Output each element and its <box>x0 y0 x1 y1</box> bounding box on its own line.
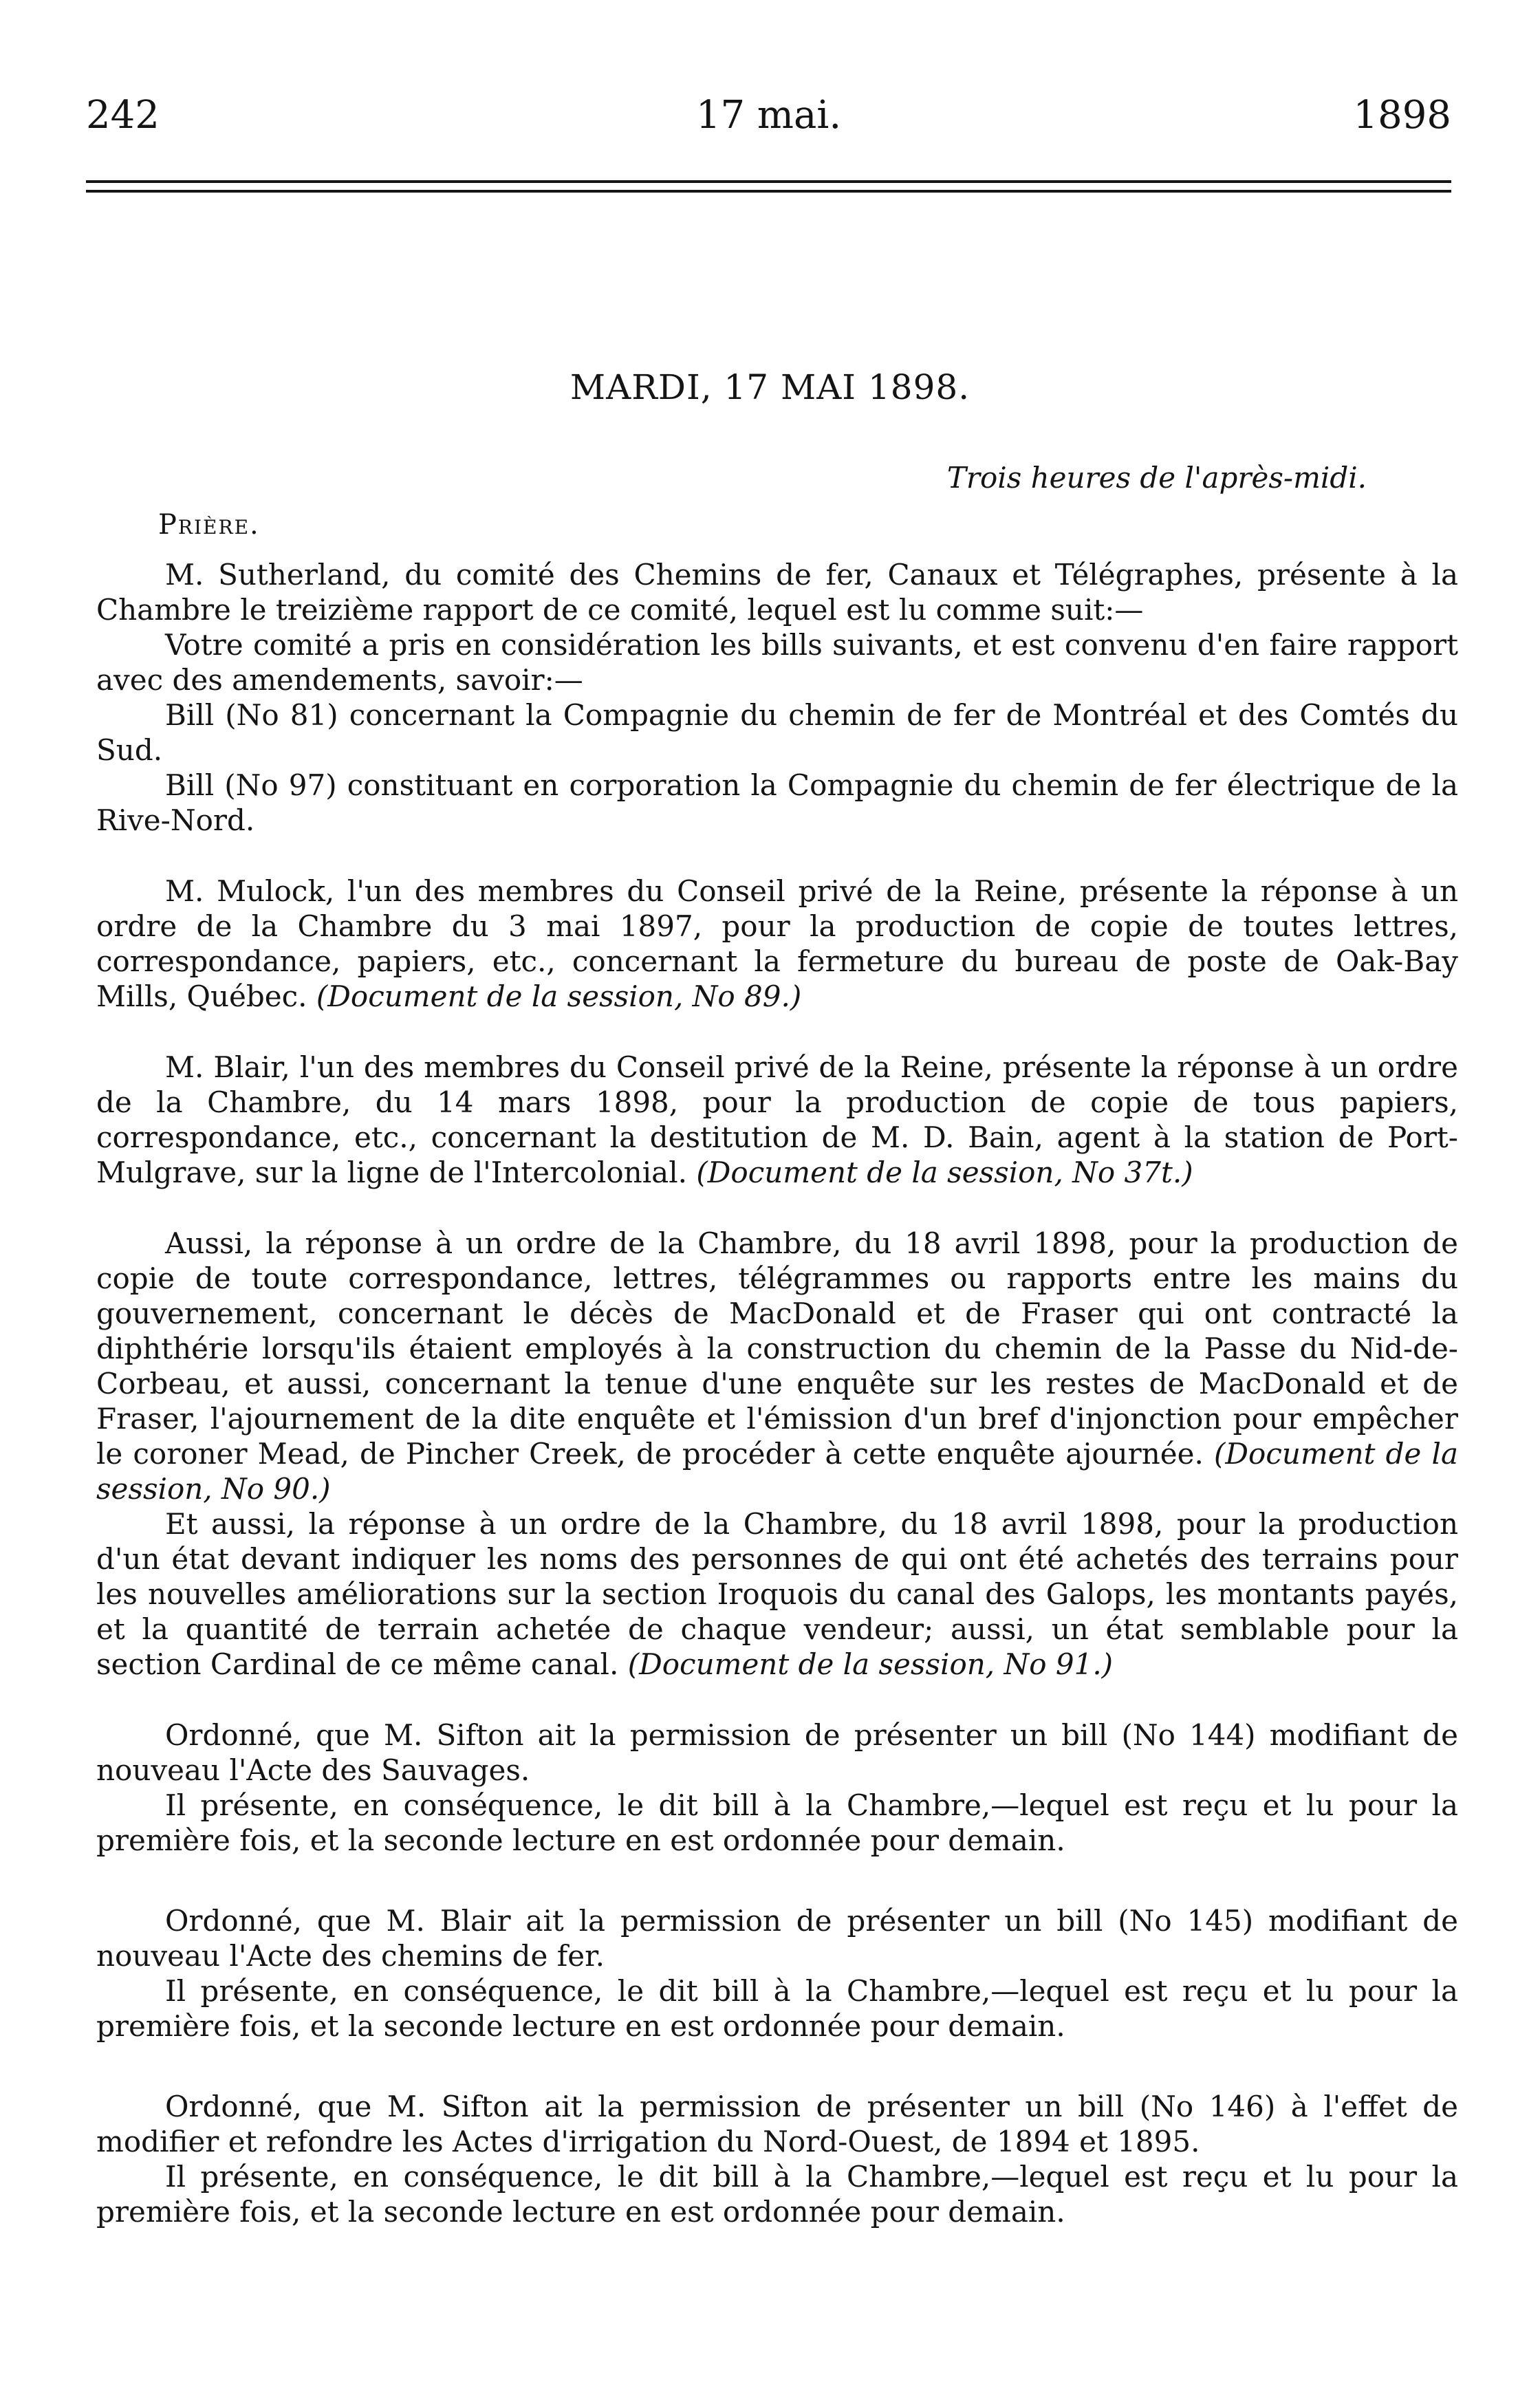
day-title: MARDI, 17 MAI 1898. <box>570 367 970 407</box>
running-head <box>86 88 1451 143</box>
paragraph-committee-report: Votre comité a pris en considération les bills suivants, et est convenu d'en faire rapport avec des amendements, savoir:— <box>96 628 1458 697</box>
header-date: 17 mai. <box>695 93 842 138</box>
header-rule-bottom <box>86 190 1451 193</box>
document-reference: (Document de la session, No 89.) <box>316 979 802 1013</box>
paragraph-blair-reply: M. Blair, l'un des membres du Conseil privé de la Reine, présente la réponse à un ordre de la Chambre, du 14 mars 1898, pour la production de copie de tous papiers, correspondance, etc., concernant la destitution de M. D. Bain, agent à la station de Port-Mulgrave, sur la ligne de l'Intercolonial. (Document de la session, No 37t.) <box>96 1050 1458 1189</box>
document-reference: (Document de la session, No 37t.) <box>696 1156 1193 1189</box>
session-time: Trois heures de l'après-midi. <box>946 461 1367 495</box>
paragraph-bill-145-order: Ordonné, que M. Blair ait la permission de présenter un bill (No 145) modifiant de nouveau l'Acte des chemins de fer. <box>96 1904 1458 1973</box>
page-number: 242 <box>86 93 160 138</box>
paragraph-bill-145-reading: Il présente, en conséquence, le dit bill à la Chambre,—lequel est reçu et lu pour la première fois, et la seconde lecture en est ordonnée pour demain. <box>96 1974 1458 2043</box>
priere-heading: Prière. <box>158 509 260 541</box>
paragraph-bill-97: Bill (No 97) constituant en corporation la Compagnie du chemin de fer électrique de la Rive-Nord. <box>96 768 1458 837</box>
paragraph-bill-81: Bill (No 81) concernant la Compagnie du chemin de fer de Montréal et des Comtés du Sud. <box>96 698 1458 767</box>
paragraph-mulock-reply: M. Mulock, l'un des membres du Conseil privé de la Reine, présente la réponse à un ordre de la Chambre du 3 mai 1897, pour la production de copie de toutes lettres, correspondance, papiers, etc., concernant la fermeture du bureau de poste de Oak-Bay Mills, Québec. (Document de la session, No 89.) <box>96 874 1458 1013</box>
header-year: 1898 <box>1353 93 1451 138</box>
paragraph-bill-144-reading: Il présente, en conséquence, le dit bill à la Chambre,—lequel est reçu et lu pour la première fois, et la seconde lecture en est ordonnée pour demain. <box>96 1788 1458 1857</box>
paragraph-diphtheria-reply: Aussi, la réponse à un ordre de la Chambre, du 18 avril 1898, pour la production de copie de toute correspondance, lettres, télégrammes ou rapports entre les mains du gouvernement, concernant le décès de MacDonald et de Fraser qui ont contracté la diphthérie lorsqu'ils étaient employés à la construction du chemin de la Passe du Nid-de-Corbeau, et aussi, concernant la tenue d'une enquête sur les restes de MacDonald et de Fraser, l'ajournement de la dite enquête et l'émission d'un bref d'injonction pour empêcher le coroner Mead, de Pincher Creek, de procéder à cette enquête ajournée. (Document de la session, No 90.) <box>96 1226 1458 1506</box>
paragraph-bill-146-order: Ordonné, que M. Sifton ait la permission de présenter un bill (No 146) à l'effet de modifier et refondre les Actes d'irrigation du Nord-Ouest, de 1894 et 1895. <box>96 2090 1458 2158</box>
paragraph-sutherland-report: M. Sutherland, du comité des Chemins de fer, Canaux et Télégraphes, présente à la Chambre le treizième rapport de ce comité, lequel est lu comme suit:— <box>96 558 1458 627</box>
document-reference: (Document de la session, No 90.) <box>96 1437 1458 1506</box>
journal-body <box>96 557 1458 2229</box>
paragraph-bill-146-reading: Il présente, en conséquence, le dit bill à la Chambre,—lequel est reçu et lu pour la première fois, et la seconde lecture en est ordonnée pour demain. <box>96 2160 1458 2229</box>
paragraph-galops-reply: Et aussi, la réponse à un ordre de la Chambre, du 18 avril 1898, pour la production d'un état devant indiquer les noms des personnes de qui ont été achetés des terrains pour les nouvelles améliorations sur la section Iroquois du canal des Galops, les montants payés, et la quantité de terrain achetée de chaque vendeur; aussi, un état semblable pour la section Cardinal de ce même canal. (Document de la session, No 91.) <box>96 1507 1458 1681</box>
document-reference: (Document de la session, No 91.) <box>627 1647 1114 1681</box>
paragraph-bill-144-order: Ordonné, que M. Sifton ait la permission de présenter un bill (No 144) modifiant de nouveau l'Acte des Sauvages. <box>96 1718 1458 1787</box>
header-rule-top <box>86 180 1451 183</box>
